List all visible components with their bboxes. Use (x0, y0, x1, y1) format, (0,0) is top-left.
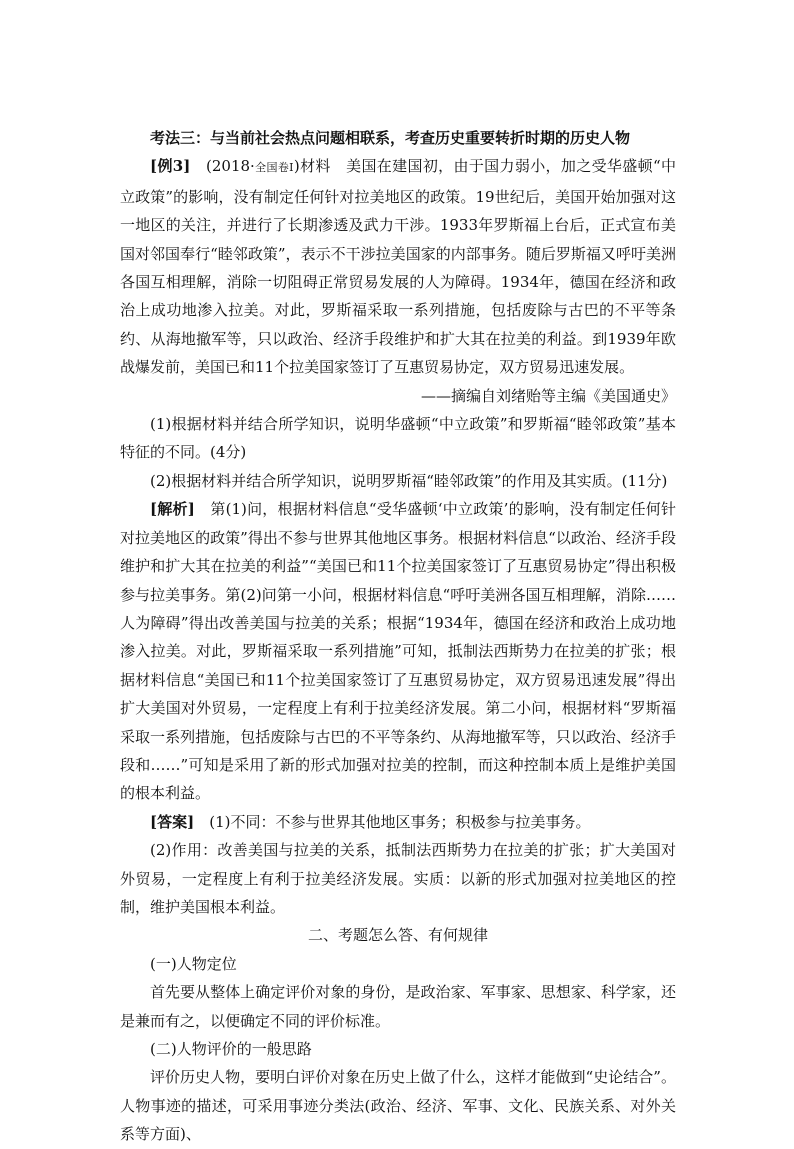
analysis-text: 第(1)问，根据材料信息“受华盛顿‘中立政策’的影响，没有制定任何针对拉美地区的政策”得出不参与世界其他地区事务。根据材料信息“以政治、经济手段维护和扩大其在拉美的利益”“美国已和11个拉美国家签订了互惠贸易协定”得出积极参与拉美事务。第(2)问第一小问，根据材料信息“呼吁美洲各国互相理解，消除……人为障碍”得出改善美国与拉美的关系；根据“1934年，德国在经济和政治上成功地渗入拉美。对此，罗斯福采取一系列措施”可知，抵制法西斯势力在拉美的扩张；根据材料信息“美国已和11个拉美国家签订了互惠贸易协定，双方贸易迅速发展”得出扩大美国对外贸易，一定程度上有利于拉美经济发展。第二小问，根据材料“罗斯福采取一系列措施，包括废除与古巴的不平等条约、从海地撤军等，只以政治、经济手段和……”可知是采用了新的形式加强对拉美的控制，而这种控制本质上是维护美国的根本利益。 (120, 500, 676, 803)
example-paragraph (120, 152, 676, 381)
subsection-2-text: 评价历史人物，要明白评价对象在历史上做了什么，这样才能做到“史论结合”。人物事迹的描述，可采用事迹分类法(政治、经济、军事、文化、民族关系、对外关系等方面)、 (120, 1068, 676, 1144)
example-citation: ——摘编自刘绪贻等主编《美国通史》 (420, 386, 676, 405)
answer-line-2: (2)作用：改善美国与拉美的关系，抵制法西斯势力在拉美的扩张；扩大美国对外贸易，一定程度上有利于拉美经济发展。实质：以新的形式加强对拉美地区的控制，维护美国根本利益。 (120, 841, 676, 916)
example-material: )材料 美国在建国初，由于国力弱小，加之受华盛顿“中立政策”的影响，没有制定任何针对拉美地区的政策。19世纪后，美国开始加强对这一地区的关注，并进行了长期渗透及武力干涉。1933年罗斯福上台后，正式宣布美国对邻国奉行“睦邻政策”，表示不干涉拉美国家的内部事务。随后罗斯福又呼吁美洲各国互相理解，消除一切阻碍正常贸易发展的人为障碍。1934年，德国在经济和政治上成功地渗入拉美。对此，罗斯福采取一系列措施，包括废除与古巴的不平等条约、从海地撤军等，只以政治、经济手段维护和扩大其在拉美的利益。到1939年欧战爆发前，美国已和11个拉美国家签订了互惠贸易协定，双方贸易迅速发展。 (120, 157, 676, 377)
document-content (120, 124, 676, 1149)
example-label: [例3] (150, 157, 191, 176)
analysis-label: [解析] (150, 500, 195, 519)
section-title: 二、考题怎么答、有何规律 (307, 926, 488, 945)
example-source-pre: (2018· (206, 157, 255, 176)
question-2: (2)根据材料并结合所学知识，说明罗斯福“睦邻政策”的作用及其实质。(11分) (150, 471, 668, 490)
subsection-2-heading: (二)人物评价的一般思路 (150, 1040, 312, 1058)
answer-line-1: (1)不同：不参与世界其他地区事务；积极参与拉美事务。 (209, 812, 591, 831)
method-title: 考法三：与当前社会热点问题相联系，考查历史重要转折时期的历史人物 (150, 129, 631, 147)
example-source-small: 全国卷Ⅰ (254, 161, 294, 175)
answer-label: [答案] (150, 812, 195, 831)
subsection-1-heading: (一)人物定位 (150, 954, 237, 973)
answer-paragraph (120, 808, 676, 836)
subsection-1-text: 首先要从整体上确定评价对象的身份，是政治家、军事家、思想家、科学家，还是兼而有之，以便确定不同的评价标准。 (120, 983, 676, 1030)
analysis-paragraph (120, 495, 676, 807)
question-1: (1)根据材料并结合所学知识，说明华盛顿“中立政策”和罗斯福“睦邻政策”基本特征的不同。(4分) (120, 415, 676, 462)
